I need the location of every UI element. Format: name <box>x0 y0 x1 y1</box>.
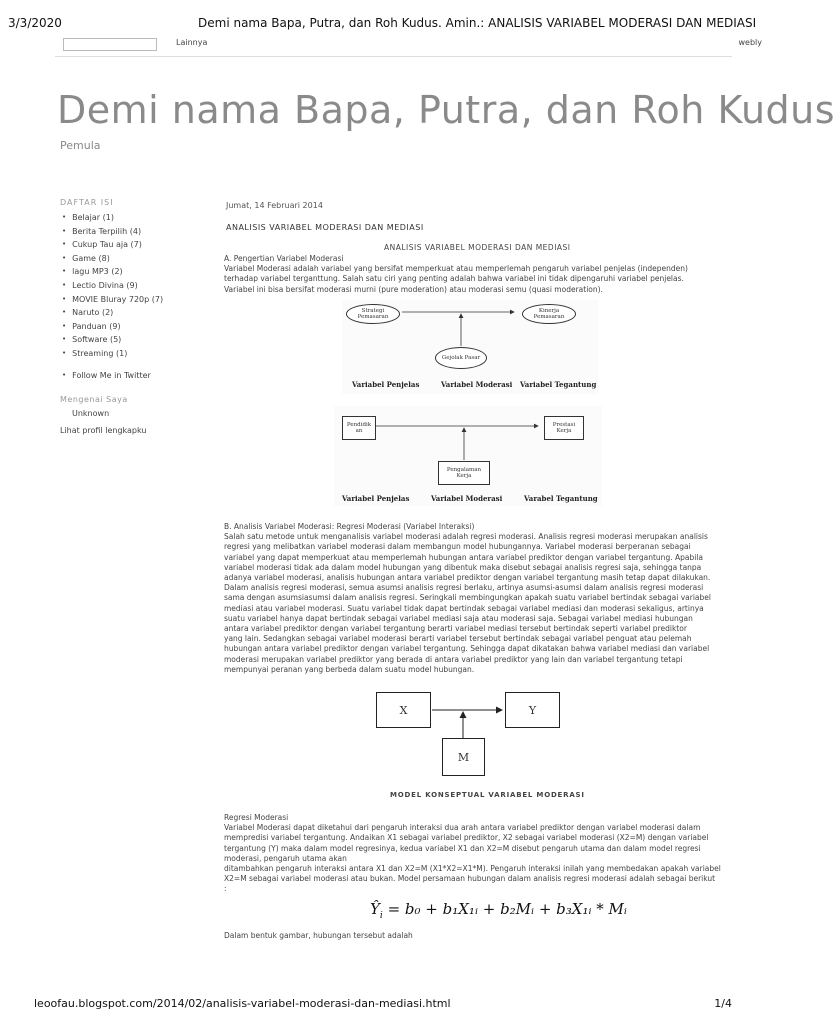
print-date: 3/3/2020 <box>8 16 62 30</box>
paragraph-line: mempredisi variabel tergantung. Andaikan X1 sebagai variabel prediktor, X2 sebagai variabel moderasi (X2=M) dengan variabel <box>224 833 709 843</box>
diagram-caption: MODEL KONSEPTUAL VARIABEL MODERASI <box>390 791 585 799</box>
paragraph-line: mediasi atau variabel moderasi. Suatu variabel tidak dapat bertindak sebagai variabel mediasi dan moderasi sekaligus, artinya <box>224 603 704 613</box>
paragraph-line: Dalam analisis regresi moderasi, semua asumsi analisis regresi berlaku, artinya asumsi-asumsi dalam analisis regresi moderasi <box>224 583 704 593</box>
sidebar-label-item[interactable]: • Berita Terpilih (4) <box>62 225 163 239</box>
paragraph-line: Salah satu metode untuk menganalisis variabel moderasi adalah regresi moderasi. Analisis regresi moderasi merupakan analisis <box>224 532 708 542</box>
paragraph-line: regresi yang melibatkan variabel moderasi dalam membangun model hubungannya. Variabel moderasi berperanan sebagai <box>224 542 691 552</box>
post-title[interactable]: ANALISIS VARIABEL MODERASI DAN MEDIASI <box>226 223 424 232</box>
sidebar-twitter-list <box>62 369 151 383</box>
paragraph-line: Variabel ini bisa bersifat moderasi murni (pure moderation) atau moderasi semu (quasi moderation). <box>224 284 603 294</box>
paragraph-line: variabel yang dapat memperkuat atau memperlemah hubungan antara variabel prediktor dengan variabel tergantung. Apabila <box>224 552 703 562</box>
equation-lhs: Ŷ <box>370 900 380 918</box>
diagram-label: Variabel Penjelas <box>342 494 410 503</box>
paragraph-line: antara variabel prediktor dengan variabel tergantung berarti variabel mediasi tersebut bertindak seperti variabel prediktor <box>224 624 687 634</box>
sidebar-archive-heading: DAFTAR ISI <box>60 198 114 207</box>
market-ellipse: Gejolak Pasar <box>435 347 487 369</box>
paragraph-line: yang lain. Sedangkan sebagai variabel moderasi berarti variabel tersebut bertindak sebagai variabel penguat atau pelemah <box>224 634 692 644</box>
box-x: X <box>376 692 431 728</box>
print-url: leoofau.blogspot.com/2014/02/analisis-variabel-moderasi-dan-mediasi.html <box>34 997 451 1010</box>
diagram-moderation-example <box>334 406 602 506</box>
diagram-label: Variabel Moderasi <box>441 380 513 389</box>
paragraph-line: moderasi, pengaruh utama akan <box>224 853 347 863</box>
print-page-title: Demi nama Bapa, Putra, dan Roh Kudus. Amin.: ANALISIS VARIABEL MODERASI DAN MEDIASI <box>198 16 757 30</box>
box-m: M <box>442 738 485 776</box>
sidebar-label-item[interactable]: • Lectio Divina (9) <box>62 279 163 293</box>
work-experience-box: Pengalaman Kerja <box>438 461 490 485</box>
sidebar-label-list <box>62 211 163 361</box>
education-box: Pendidik an <box>342 416 376 440</box>
sidebar-label-item[interactable]: • Streaming (1) <box>62 347 163 361</box>
navbar-next-link[interactable]: Lainnya <box>176 38 208 47</box>
regression-equation <box>370 900 627 921</box>
closing-line: Dalam bentuk gambar, hubungan tersebut adalah <box>224 931 413 940</box>
equation-lhs-subscript: i <box>379 911 383 921</box>
post-center-heading: ANALISIS VARIABEL MODERASI DAN MEDIASI <box>384 243 571 252</box>
sidebar-label-item[interactable]: • Software (5) <box>62 333 163 347</box>
section-a-heading: A. Pengertian Variabel Moderasi <box>224 254 344 263</box>
diagram-label: Variabel Moderasi <box>431 494 503 503</box>
paragraph-line: Variabel Moderasi adalah variabel yang bersifat memperkuat atau memperlemah pengaruh variabel penjelas (independen) <box>224 264 688 274</box>
performance-ellipse: Kinerja Pemasaran <box>522 304 576 324</box>
box-y: Y <box>505 692 560 728</box>
profile-link[interactable]: Lihat profil lengkapku <box>60 426 147 435</box>
blog-title[interactable]: Demi nama Bapa, Putra, dan Roh Kudus <box>57 88 835 132</box>
about-heading: Mengenai Saya <box>60 395 128 404</box>
author-name[interactable]: Unknown <box>72 409 110 418</box>
paragraph-line: sama dengan asumsiasumsi dalam analisis regresi. Seringkali membingungkan apakah suatu variabel bertindak sebagai variabel <box>224 593 711 603</box>
navbar-right-link[interactable]: webly <box>738 38 762 47</box>
print-page-number: 1/4 <box>714 997 732 1010</box>
regresi-heading: Regresi Moderasi <box>224 813 289 822</box>
regresi-section <box>224 813 721 895</box>
section-a <box>224 254 688 295</box>
paragraph-line: X2=M sebagai variabel moderasi atau bukan. Model persamaan hubungan dalam analisis regresi moderasi adalah sebagai berikut <box>224 874 716 884</box>
paragraph-line: tergantung (Y) maka dalam model regresinya, kedua variabel X1 dan X2=M disebut pengaruh utama dan dalam model regresi <box>224 843 701 853</box>
sidebar-label-item[interactable]: • Cukup Tau aja (7) <box>62 238 163 252</box>
paragraph-line: mempunyai peranan yang berbeda dalam suatu model hubungan. <box>224 664 475 674</box>
strategy-ellipse: Strategi Pemasaran <box>346 304 400 324</box>
sidebar-label-item[interactable]: • Belajar (1) <box>62 211 163 225</box>
paragraph-line: : <box>224 884 227 894</box>
diagram-label: Variabel Penjelas <box>352 380 420 389</box>
sidebar-label-item[interactable]: • Panduan (9) <box>62 320 163 334</box>
paragraph-line: variabel moderasi tidak ada dalam model hubungan yang dibentuk maka disebut sebagai analisis regresi saja, sehingga tanpa <box>224 562 702 572</box>
paragraph-line: adanya variabel moderasi, analisis hubungan antara variabel prediktor dengan variabel tergantung masih tetap dapat dilakukan. <box>224 573 711 583</box>
paragraph-line: terhadap variabel terganttung. Salah satu ciri yang penting adalah bahwa variabel ini tidak dipengaruhi variabel penjelas. <box>224 274 684 284</box>
equation-rhs: = b₀ + b₁X₁ᵢ + b₂Mᵢ + b₃X₁ᵢ * Mᵢ <box>387 900 627 918</box>
diagram-conceptual-model <box>372 688 548 782</box>
navbar-divider <box>55 56 732 57</box>
paragraph-line: Variabel Moderasi dapat diketahui dari pengaruh interaksi dua arah antara variabel prediktor dengan variabel moderasi dalam <box>224 823 701 833</box>
blog-subtitle: Pemula <box>60 139 101 152</box>
navbar-search-input[interactable] <box>63 38 157 51</box>
sidebar-label-item[interactable]: • Naruto (2) <box>62 306 163 320</box>
paragraph-line: hubungan antara variabel prediktor dengan variabel tergantung. Sehingga dapat dikatakan bahwa variabel mediasi dan variabel <box>224 644 710 654</box>
paragraph-line: ditambahkan pengaruh interaksi antara X1 dan X2=M (X1*X2=X1*M). Pengaruh interaksi inilah yang membedakan apakah variabel <box>224 864 721 874</box>
paragraph-line: moderasi merupakan variabel prediktor yang berada di antara variabel prediktor yang lain dan variabel tergantung tetapi <box>224 654 683 664</box>
diagram-label: Variabel Tegantung <box>520 380 597 389</box>
section-b <box>224 522 711 675</box>
post-date: Jumat, 14 Februari 2014 <box>226 201 323 210</box>
diagram-label: Varabel Tegantung <box>524 494 598 503</box>
sidebar-label-item[interactable]: • MOVIE Bluray 720p (7) <box>62 293 163 307</box>
section-b-heading: B. Analisis Variabel Moderasi: Regresi Moderasi (Variabel Interaksi) <box>224 522 475 531</box>
work-achievement-box: Prestasi Kerja <box>544 416 584 440</box>
twitter-follow-link[interactable]: • Follow Me in Twitter <box>62 369 151 383</box>
sidebar-label-item[interactable]: • Game (8) <box>62 252 163 266</box>
diagram-pure-moderation <box>342 300 598 394</box>
paragraph-line: suatu variabel hanya dapat bertindak sebagai variabel mediasi saja atau moderasi saja. Sebagai variabel mediasi hubungan <box>224 613 693 623</box>
sidebar-label-item[interactable]: • lagu MP3 (2) <box>62 265 163 279</box>
